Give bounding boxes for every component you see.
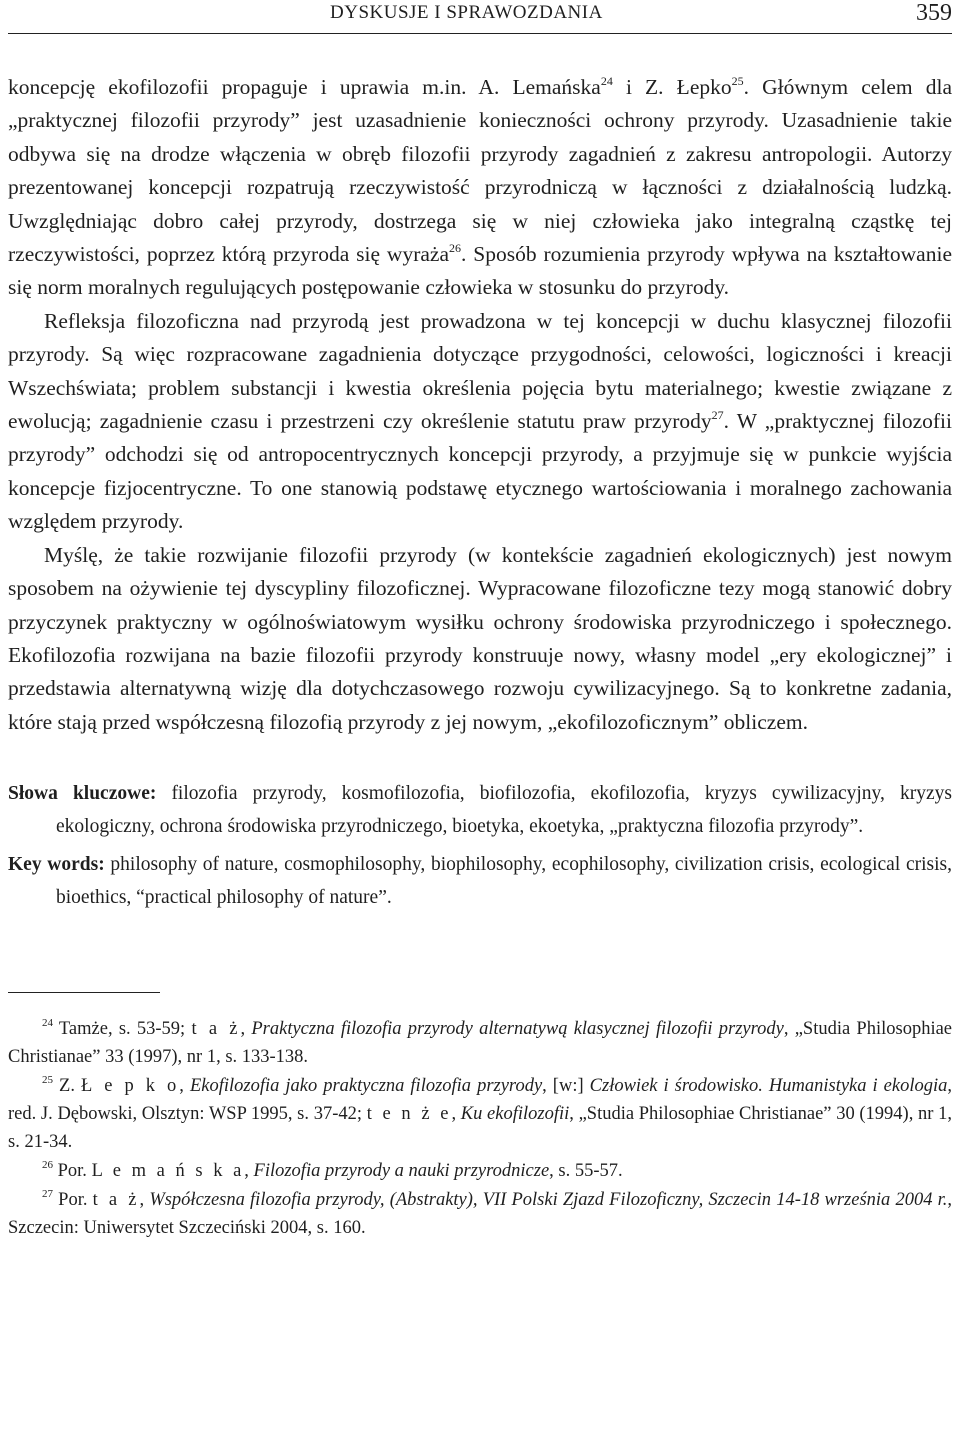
footnote-text: , <box>451 1104 461 1125</box>
footnote-title: Praktyczna filozofia przyrody alternatywą klasycznej filozofii przyrody <box>251 1019 784 1040</box>
footnote-text: , [w:] <box>542 1076 590 1097</box>
page-number: 359 <box>916 0 952 26</box>
footnote-title: Filozofia przyrody a nauki przyrodnicze <box>253 1161 550 1182</box>
footnote-ref-26[interactable]: 26 <box>449 241 461 256</box>
footnote-text: , „Studia Philosophiae Christianae” 33 (1997), nr 1, s. 133-138. <box>8 1019 953 1068</box>
paragraph-text: Refleksja filozoficzna nad przyrodą jest prowadzona w tej koncepcji w duchu klasycznej filozofii przyrody. Są więc rozpracowane zagadnienia dotyczące przygodności, celowości, logiczności i kreacji Wszechświata; problem substancji i kwestia określenia pojęcia bytu materialnego; kwestie związane z ewolucją; zagadnienie czasu i przestrzeni czy określenie statutu praw przyrody <box>8 308 952 434</box>
paragraph-text: koncepcję ekofilozofii propaguje i uprawia m.in. A. Lemańska <box>8 75 601 99</box>
keywords-polish-label: Słowa kluczowe: <box>8 783 157 805</box>
footnote-text: , <box>244 1161 254 1182</box>
footnote-text: Tamże, s. 53-59; <box>53 1019 192 1040</box>
paragraph-3: Myślę, że takie rozwijanie filozofii przyrody (w kontekście zagadnień ekologicznych) jest nowym sposobem na ożywienie tej dyscypliny filozoficznej. Wypracowane filozoficzne tezy mogą stanowić dobry przyczynek praktyczny w ogólnoświatowym wysiłku ochrony środowiska przyrodniczego i społecznego. Ekofilozofia rozwijana na bazie filozofii przyrody konstruuje nowy, własny model „ery ekologicznej” i przedstawia alternatywną wizję dla dotychczasowego rozwoju cywilizacyjnego. Są to konkretne zadania, które stają przed współczesną filozofią przyrody z jej nowym, „ekofilozoficznym” obliczem. <box>8 542 952 734</box>
keywords-polish-text: filozofia przyrody, kosmofilozofia, biofilozofia, ekofilozofia, kryzys cywilizacyjny, kryzys ekologiczny, ochrona środowiska przyrodniczego, bioetyka, ekoetyka, „praktyczna filozofia przyrody”. <box>56 783 952 838</box>
paragraph-text: . Sposób rozumienia przyrody wpływa na kształtowanie się norm moralnych regulujących postępowanie człowieka w stosunku do przyrody. <box>8 242 952 300</box>
keywords-english-label: Key words: <box>8 854 105 876</box>
footnotes <box>8 1015 952 1242</box>
footnote-number: 25 <box>42 1074 53 1087</box>
footnote-author: t a ż <box>191 1019 241 1040</box>
paragraph-text: . Głównym celem dla „praktycznej filozofii przyrody” jest uzasadnienie konieczności ochrony przyrody. Uzasadnienie takie odbywa się na drodze włączenia w obręb filozofii przyrody zagadnień z zakresu antropologii. Autorzy prezentowanej koncepcji rozpatrują rzeczywistość przyrodniczą w łączności z działalnością ludzką. Uwzględniając dobro całej przyrody, dostrzega się w niej człowieka jako integralną cząstkę tej rzeczywistości, poprzez którą przyroda się wyraża <box>8 75 952 267</box>
footnote-26 <box>8 1157 952 1185</box>
footnote-text: , red. J. Dębowski, Olsztyn: WSP 1995, s. 37-42; <box>8 1076 953 1125</box>
body-text <box>8 71 952 739</box>
footnote-author: t e n ż e <box>366 1104 452 1125</box>
paragraph-2 <box>8 305 952 539</box>
footnote-27 <box>8 1186 952 1242</box>
footnote-25 <box>8 1072 952 1156</box>
footnote-title: Człowiek i środowisko. Humanistyka i ekologia <box>589 1076 948 1097</box>
footnote-number: 27 <box>42 1188 53 1201</box>
paragraph-text: i Z. Łepko <box>612 75 732 99</box>
running-title: DYSKUSJE I SPRAWOZDANIA <box>330 2 603 23</box>
footnote-ref-27[interactable]: 27 <box>711 408 724 423</box>
page <box>8 0 952 1243</box>
footnote-title: Współczesna filozofia przyrody, (Abstrakty), VII Polski Zjazd Filozoficzny, Szczecin 14-18 września 2004 r. <box>149 1190 948 1211</box>
footnote-ref-24[interactable]: 24 <box>600 74 613 88</box>
footnote-number: 24 <box>42 1017 53 1030</box>
footnote-author: Ł e p k o <box>80 1076 180 1097</box>
footnote-author: L e m a ń s k a <box>91 1161 245 1182</box>
footnote-text: , <box>179 1076 190 1097</box>
keywords-section <box>8 777 952 914</box>
footnote-author: t a ż <box>92 1190 140 1211</box>
footnote-24 <box>8 1015 952 1071</box>
footnote-text: , „Studia Philosophiae Christianae” 30 (1994), nr 1, s. 21-34. <box>8 1104 952 1153</box>
footnote-text: , <box>139 1190 150 1211</box>
footnote-ref-25[interactable]: 25 <box>731 74 744 88</box>
keywords-english-text: philosophy of nature, cosmophilosophy, biophilosophy, ecophilosophy, civilization crisis, ecological crisis, bioethics, “practical philosophy of nature”. <box>56 854 952 909</box>
running-header <box>8 0 952 34</box>
paragraph-text: . W „praktycznej filozofii przyrody” odchodzi się od antropocentrycznych koncepcji przyrody, a przyjmuje się w punkcie wyjścia koncepcje fizjocentryczne. To one stanowią podstawę etycznego wartościowania i moralnego zachowania względem przyrody. <box>8 409 952 534</box>
footnote-text: , <box>240 1019 252 1040</box>
footnote-title: Ku ekofilozofii <box>460 1104 570 1125</box>
keywords-polish <box>8 777 952 843</box>
footnote-text: , s. 55-57. <box>549 1161 623 1182</box>
footnote-text: , Szczecin: Uniwersytet Szczeciński 2004, s. 160. <box>8 1190 953 1239</box>
footnote-title: Ekofilozofia jako praktyczna filozofia przyrody <box>189 1076 543 1097</box>
footnote-text: Por. <box>53 1190 93 1211</box>
footnote-number: 26 <box>42 1159 53 1172</box>
keywords-english <box>8 848 952 914</box>
footnote-text: Z. <box>53 1076 81 1097</box>
footnote-divider <box>8 992 160 993</box>
footnote-text: Por. <box>53 1161 92 1182</box>
paragraph-1 <box>8 71 952 305</box>
